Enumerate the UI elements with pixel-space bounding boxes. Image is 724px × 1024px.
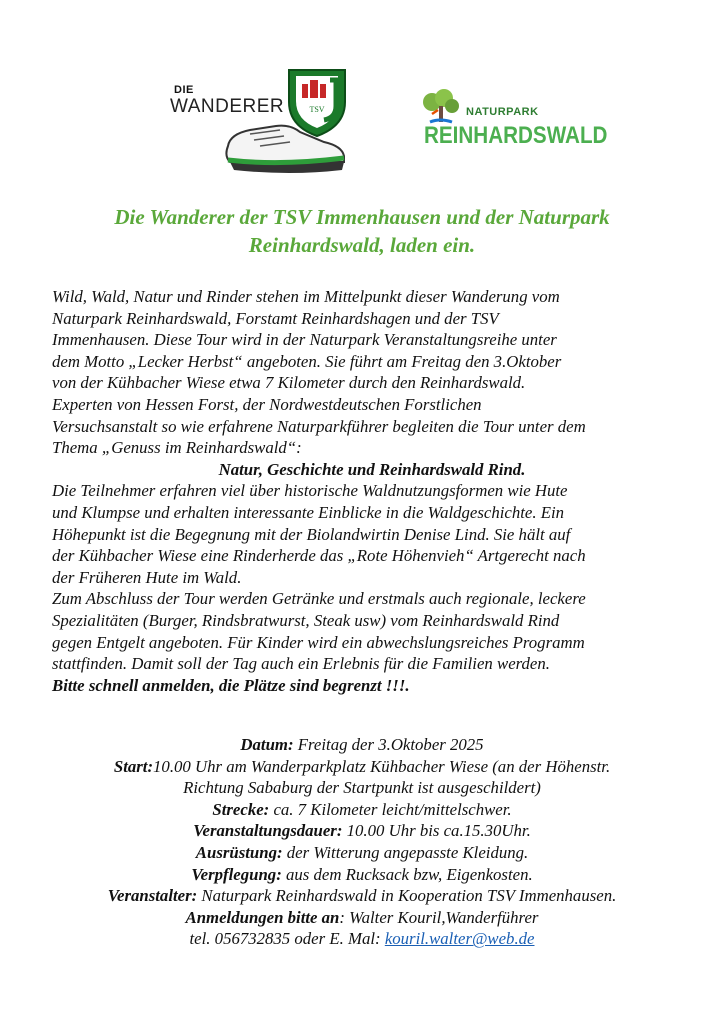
crest-tsv-text: TSV [309, 105, 325, 114]
food-row [30, 864, 694, 886]
title-line-2: Reinhardswald, laden ein. [248, 233, 476, 257]
intro-line: von der Kühbacher Wiese etwa 7 Kilometer durch den Reinhardswald. [52, 373, 526, 393]
urgent-notice: Bitte schnell anmelden, die Plätze sind begrenzt !!!. [52, 675, 410, 695]
registration-label: Anmeldungen bitte an [185, 907, 340, 927]
participants-line: der Kühbacher Wiese eine Rinderherde das „Rote Höhenvieh“ Artgerecht nach [52, 546, 586, 566]
organizer-row [30, 885, 694, 907]
start-value: 10.00 Uhr am Wanderparkplatz Kühbacher Wiese (an der Höhenstr. [153, 756, 611, 776]
organizer-label: Veranstalter: [107, 886, 198, 906]
event-description [52, 286, 692, 696]
logo-wanderer-text: WANDERER [170, 96, 285, 117]
theme-heading: Natur, Geschichte und Reinhardswald Rind. [218, 459, 526, 479]
email-link[interactable]: kouril.walter@web.de [384, 929, 535, 949]
equipment-label: Ausrüstung: [195, 842, 283, 862]
equipment-row [30, 842, 694, 864]
date-row [30, 734, 694, 756]
route-value: ca. 7 Kilometer leicht/mittelschwer. [269, 799, 512, 819]
logo-row [0, 62, 724, 182]
start-row-continued: Richtung Sababurg der Startpunkt ist ausgeschildert) [183, 778, 541, 798]
logo-reinhardswald-text: REINHARDSWALD [424, 122, 608, 149]
intro-line: Naturpark Reinhardswald, Forstamt Reinhardshagen und der TSV [52, 308, 499, 328]
participants-line: stattfinden. Damit soll der Tag auch ein Erlebnis für die Familien werden. [52, 654, 550, 674]
date-value: Freitag der 3.Oktober 2025 [293, 735, 484, 754]
contact-row [30, 928, 694, 950]
logo-die-text: DIE [174, 84, 194, 96]
duration-value: 10.00 Uhr bis ca.15.30Uhr. [342, 821, 531, 841]
start-label: Start: [113, 756, 154, 776]
intro-line: Experten von Hessen Forst, der Nordwestdeutschen Forstlichen [52, 394, 482, 414]
food-value: aus dem Rucksack bzw, Eigenkosten. [281, 864, 533, 884]
event-details [30, 734, 694, 950]
participants-line: Höhepunkt ist die Begegnung mit der Biolandwirtin Denise Lind. Sie hält auf [52, 524, 571, 544]
date-label: Datum: [240, 735, 294, 754]
die-wanderer-logo [168, 62, 358, 180]
registration-value: : Walter Kouril,Wanderführer [339, 907, 539, 927]
participants-line: Zum Abschluss der Tour werden Getränke und erstmals auch regionale, leckere [52, 589, 586, 609]
equipment-value: der Witterung angepasste Kleidung. [282, 842, 529, 862]
hiking-shoe-icon [220, 120, 350, 176]
participants-line: Spezialitäten (Burger, Rindsbratwurst, Steak usw) vom Reinhardswald Rind [52, 610, 560, 630]
intro-line: dem Motto „Lecker Herbst“ angeboten. Sie führt am Freitag den 3.Oktober [52, 351, 562, 371]
participants-line: gegen Entgelt angeboten. Für Kinder wird ein abwechslungsreiches Programm [52, 632, 585, 652]
title-line-1: Die Wanderer der TSV Immenhausen und der Naturpark [114, 205, 610, 229]
start-row [30, 756, 694, 778]
page-title [40, 203, 684, 259]
intro-line: Immenhausen. Diese Tour wird in der Naturpark Veranstaltungsreihe unter [52, 330, 557, 350]
organizer-value: Naturpark Reinhardswald in Kooperation TSV Immenhausen. [197, 886, 617, 906]
naturpark-reinhardswald-logo [418, 88, 608, 160]
route-row [30, 799, 694, 821]
food-label: Verpflegung: [191, 864, 282, 884]
participants-line: und Klumpse und erhalten interessante Einblicke in die Waldgeschichte. Ein [52, 502, 565, 522]
contact-prefix: tel. 056732835 oder E. Mal: [189, 929, 385, 949]
intro-line: Versuchsanstalt so wie erfahrene Naturparkführer begleiten die Tour unter dem [52, 416, 586, 436]
registration-row [30, 907, 694, 929]
participants-line: Die Teilnehmer erfahren viel über historische Waldnutzungsformen wie Hute [52, 481, 568, 501]
duration-row [30, 820, 694, 842]
route-label: Strecke: [212, 799, 270, 819]
intro-line: Wild, Wald, Natur und Rinder stehen im Mittelpunkt dieser Wanderung vom [52, 287, 560, 306]
logo-naturpark-text: NATURPARK [466, 106, 539, 118]
intro-line: Thema „Genuss im Reinhardswald“: [52, 438, 302, 458]
participants-line: der Früheren Hute im Wald. [52, 567, 242, 587]
duration-label: Veranstaltungsdauer: [193, 821, 343, 841]
